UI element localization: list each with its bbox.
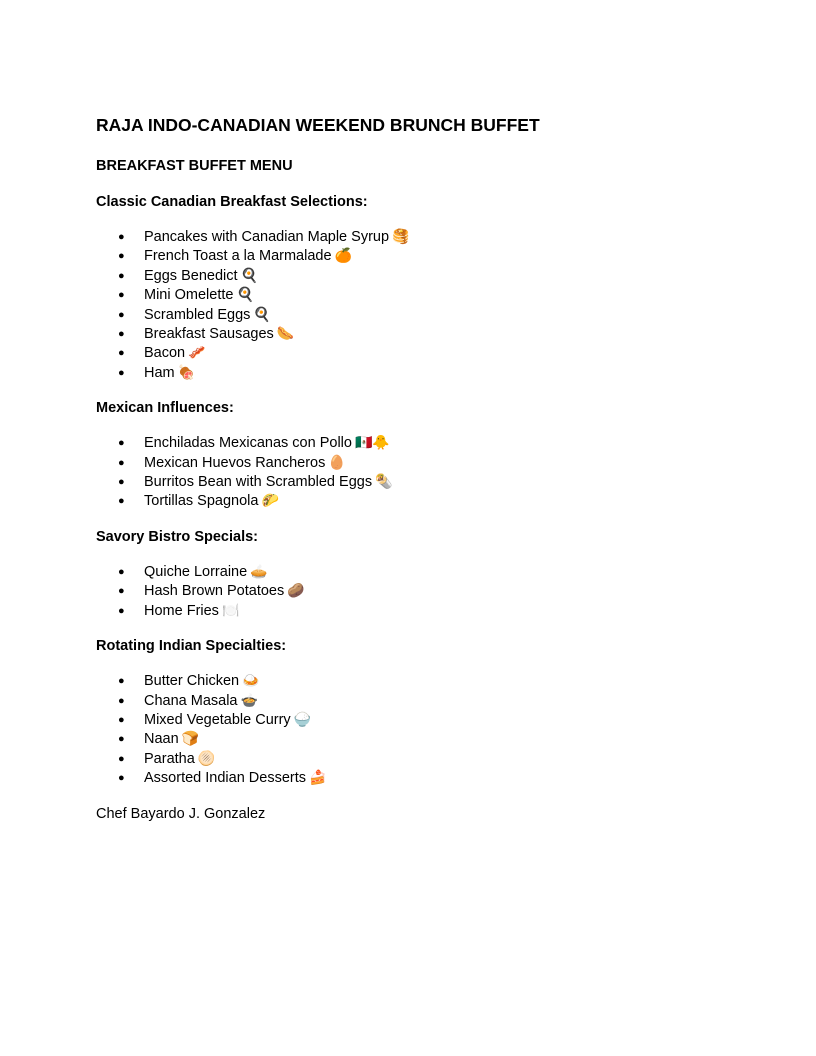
bullet-icon: ● xyxy=(118,456,125,469)
food-emoji-icon: 🌯 xyxy=(375,474,393,491)
bullet-icon: ● xyxy=(118,347,125,360)
chef-signature: Chef Bayardo J. Gonzalez xyxy=(96,805,266,822)
item-label: Mexican Huevos Rancheros xyxy=(144,454,326,471)
list-item xyxy=(96,769,720,788)
item-label: Hash Brown Potatoes xyxy=(144,583,285,600)
section-heading: Mexican Influences: xyxy=(96,400,234,417)
list-item xyxy=(96,473,720,492)
item-label: Eggs Benedict xyxy=(144,267,238,284)
section-heading: Rotating Indian Specialties: xyxy=(96,638,287,655)
food-emoji-icon: 🥔 xyxy=(287,583,305,600)
item-label: Quiche Lorraine xyxy=(144,563,248,580)
item-label: Naan xyxy=(144,731,179,748)
food-emoji-icon: 🌮 xyxy=(261,493,279,510)
item-label: Assorted Indian Desserts xyxy=(144,770,306,787)
list-item xyxy=(96,492,720,511)
food-emoji-icon: 🥚 xyxy=(328,454,346,471)
item-label: Butter Chicken xyxy=(144,673,240,690)
bullet-icon: ● xyxy=(118,328,125,341)
list-item xyxy=(96,563,720,582)
item-label: Breakfast Sausages xyxy=(144,326,274,343)
bullet-icon: ● xyxy=(118,772,125,785)
list-item xyxy=(96,247,720,266)
item-label: Chana Masala xyxy=(144,692,238,709)
list-item xyxy=(96,750,720,769)
item-label: French Toast a la Marmalade xyxy=(144,248,332,265)
food-emoji-icon: 🍊 xyxy=(334,248,352,265)
list-item xyxy=(96,582,720,601)
food-emoji-icon: 🍳 xyxy=(236,287,254,304)
menu-list xyxy=(96,672,720,788)
bullet-icon: ● xyxy=(118,565,125,578)
item-label: Paratha xyxy=(144,750,195,767)
food-emoji-icon: 🥓 xyxy=(188,345,206,362)
bullet-icon: ● xyxy=(118,694,125,707)
bullet-icon: ● xyxy=(118,585,125,598)
list-item xyxy=(96,730,720,749)
bullet-icon: ● xyxy=(118,250,125,263)
item-label: Tortillas Spagnola xyxy=(144,493,259,510)
item-label: Enchiladas Mexicanas con Pollo xyxy=(144,435,352,452)
bullet-icon: ● xyxy=(118,675,125,688)
food-emoji-icon: 🍳 xyxy=(253,306,271,323)
list-item xyxy=(96,228,720,247)
item-label: Home Fries xyxy=(144,602,219,619)
item-label: Bacon xyxy=(144,345,186,362)
food-emoji-icon: 🍚 xyxy=(293,711,312,728)
bullet-icon: ● xyxy=(118,476,125,489)
item-label: Burritos Bean with Scrambled Eggs xyxy=(144,474,373,491)
food-emoji-icon: 🍖 xyxy=(177,364,196,381)
food-emoji-icon: 🌭 xyxy=(276,326,295,343)
item-label: Scrambled Eggs xyxy=(144,306,251,323)
list-item xyxy=(96,325,720,344)
menu-sections xyxy=(96,193,720,789)
list-item xyxy=(96,267,720,286)
food-emoji-icon: 🍲 xyxy=(240,692,258,709)
bullet-icon: ● xyxy=(118,289,125,302)
bullet-icon: ● xyxy=(118,752,125,765)
section-heading: Savory Bistro Specials: xyxy=(96,528,258,545)
list-item xyxy=(96,672,720,691)
bullet-icon: ● xyxy=(118,604,125,617)
food-emoji-icon: 🍰 xyxy=(309,770,327,787)
bullet-icon: ● xyxy=(118,231,125,243)
list-item xyxy=(96,454,720,473)
item-label: Mixed Vegetable Curry xyxy=(144,711,291,728)
list-item xyxy=(96,286,720,305)
item-label: Mini Omelette xyxy=(144,287,234,304)
bullet-icon: ● xyxy=(118,495,125,508)
document-title: RAJA INDO-CANADIAN WEEKEND BRUNCH BUFFET xyxy=(96,115,540,135)
list-item xyxy=(96,306,720,325)
menu-list xyxy=(96,563,720,621)
list-item xyxy=(96,364,720,383)
food-emoji-icon: 🥧 xyxy=(250,563,268,580)
menu-subtitle: BREAKFAST BUFFET MENU xyxy=(96,158,293,174)
food-emoji-icon: 🍳 xyxy=(240,267,258,284)
menu-list xyxy=(96,228,720,383)
bullet-icon: ● xyxy=(118,733,125,746)
bullet-icon: ● xyxy=(118,308,125,321)
item-label: Ham xyxy=(144,364,175,381)
food-emoji-icon: 🫓 xyxy=(197,750,216,767)
list-item xyxy=(96,711,720,730)
food-emoji-icon: 🍛 xyxy=(242,673,260,690)
list-item xyxy=(96,602,720,621)
bullet-icon: ● xyxy=(118,269,125,282)
list-item xyxy=(96,692,720,711)
food-emoji-icon: 🇲🇽🐥 xyxy=(354,435,390,452)
food-emoji-icon: 🍽️ xyxy=(221,602,240,619)
bullet-icon: ● xyxy=(118,366,125,379)
menu-list xyxy=(96,434,720,512)
bullet-icon: ● xyxy=(118,437,125,450)
list-item xyxy=(96,434,720,453)
food-emoji-icon: 🥞 xyxy=(392,229,410,245)
food-emoji-icon: 🍞 xyxy=(181,731,200,748)
section-heading: Classic Canadian Breakfast Selections: xyxy=(96,194,368,210)
list-item xyxy=(96,344,720,363)
bullet-icon: ● xyxy=(118,713,125,726)
item-label: Pancakes with Canadian Maple Syrup xyxy=(144,229,390,245)
